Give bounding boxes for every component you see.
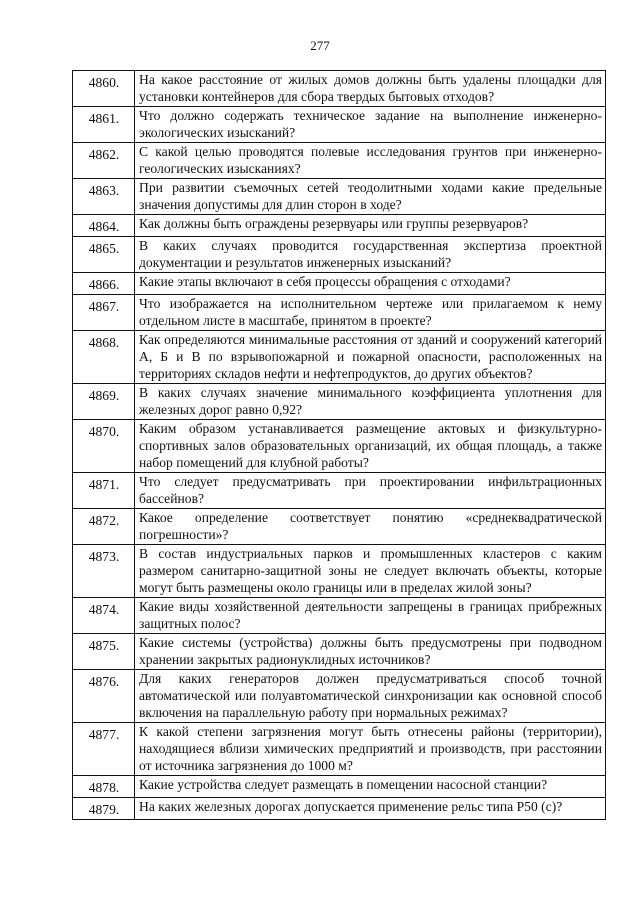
question-text: Для каких генераторов должен предусматриваться способ точной автоматической или полуавтоматической синхронизации как основной способ включения на параллельную работу при нормальных режимах? bbox=[135, 670, 606, 723]
question-number: 4877. bbox=[73, 723, 135, 776]
question-text: К какой степени загрязнения могут быть отнесены районы (территории), находящиеся вблизи химических предприятий и производств, при расстоянии от источника загрязнения до 1000 м? bbox=[135, 723, 606, 776]
question-text: Какое определение соответствует понятию «среднеквадратической погрешности»? bbox=[135, 509, 606, 545]
question-number: 4869. bbox=[73, 384, 135, 420]
questions-table bbox=[72, 70, 606, 820]
question-number: 4867. bbox=[73, 295, 135, 331]
question-number: 4866. bbox=[73, 273, 135, 295]
table-row bbox=[73, 237, 606, 273]
table-row bbox=[73, 545, 606, 598]
question-text: Каким образом устанавливается размещение актовых и физкультурно-спортивных залов образовательных организаций, их общая площадь, а также набор помещений для клубной работы? bbox=[135, 420, 606, 473]
questions-table-body bbox=[73, 71, 606, 820]
question-text: Какие устройства следует размещать в помещении насосной станции? bbox=[135, 776, 606, 798]
table-row bbox=[73, 179, 606, 215]
question-number: 4872. bbox=[73, 509, 135, 545]
question-text: Какие виды хозяйственной деятельности запрещены в границах прибрежных защитных полос? bbox=[135, 598, 606, 634]
question-number: 4874. bbox=[73, 598, 135, 634]
table-row bbox=[73, 509, 606, 545]
question-number: 4870. bbox=[73, 420, 135, 473]
table-row bbox=[73, 273, 606, 295]
table-row bbox=[73, 331, 606, 384]
question-number: 4875. bbox=[73, 634, 135, 670]
question-text: В каких случаях значение минимального коэффициента уплотнения для железных дорог равно 0,92? bbox=[135, 384, 606, 420]
question-text: На каких железных дорогах допускается применение рельс типа Р50 (с)? bbox=[135, 798, 606, 820]
question-number: 4879. bbox=[73, 798, 135, 820]
table-row bbox=[73, 384, 606, 420]
question-text: Как определяются минимальные расстояния от зданий и сооружений категорий А, Б и В по взрывопожарной и пожарной опасности, расположенных на территориях складов нефти и нефтепродуктов, до других объектов? bbox=[135, 331, 606, 384]
table-row bbox=[73, 71, 606, 107]
question-number: 4860. bbox=[73, 71, 135, 107]
question-number: 4864. bbox=[73, 215, 135, 237]
question-text: Что должно содержать техническое задание на выполнение инженерно-экологических изысканий? bbox=[135, 107, 606, 143]
table-row bbox=[73, 420, 606, 473]
table-row bbox=[73, 295, 606, 331]
question-text: Как должны быть ограждены резервуары или группы резервуаров? bbox=[135, 215, 606, 237]
question-number: 4861. bbox=[73, 107, 135, 143]
question-text: В состав индустриальных парков и промышленных кластеров с каким размером санитарно-защитной зоны не следует включать объекты, которые могут быть размещены около границы или в пределах жилой зоны? bbox=[135, 545, 606, 598]
table-row bbox=[73, 798, 606, 820]
table-row bbox=[73, 776, 606, 798]
question-text: Что изображается на исполнительном чертеже или прилагаемом к нему отдельном листе в масштабе, принятом в проекте? bbox=[135, 295, 606, 331]
table-row bbox=[73, 670, 606, 723]
question-number: 4862. bbox=[73, 143, 135, 179]
question-number: 4878. bbox=[73, 776, 135, 798]
question-number: 4871. bbox=[73, 473, 135, 509]
table-row bbox=[73, 143, 606, 179]
question-text: Что следует предусматривать при проектировании инфильтрационных бассейнов? bbox=[135, 473, 606, 509]
table-row bbox=[73, 473, 606, 509]
question-number: 4868. bbox=[73, 331, 135, 384]
table-row bbox=[73, 598, 606, 634]
question-text: С какой целью проводятся полевые исследования грунтов при инженерно-геологических изысканиях? bbox=[135, 143, 606, 179]
table-row bbox=[73, 107, 606, 143]
question-number: 4865. bbox=[73, 237, 135, 273]
table-row bbox=[73, 723, 606, 776]
question-text: В каких случаях проводится государственная экспертиза проектной документации и результатов инженерных изысканий? bbox=[135, 237, 606, 273]
question-text: Какие этапы включают в себя процессы обращения с отходами? bbox=[135, 273, 606, 295]
question-text: На какое расстояние от жилых домов должны быть удалены площадки для установки контейнеров для сбора твердых бытовых отходов? bbox=[135, 71, 606, 107]
question-text: При развитии съемочных сетей теодолитными ходами какие предельные значения допустимы для длин сторон в ходе? bbox=[135, 179, 606, 215]
question-text: Какие системы (устройства) должны быть предусмотрены при подводном хранении закрытых радионуклидных источников? bbox=[135, 634, 606, 670]
question-number: 4863. bbox=[73, 179, 135, 215]
question-number: 4873. bbox=[73, 545, 135, 598]
question-number: 4876. bbox=[73, 670, 135, 723]
page-number: 277 bbox=[310, 38, 330, 53]
table-row bbox=[73, 215, 606, 237]
table-row bbox=[73, 634, 606, 670]
